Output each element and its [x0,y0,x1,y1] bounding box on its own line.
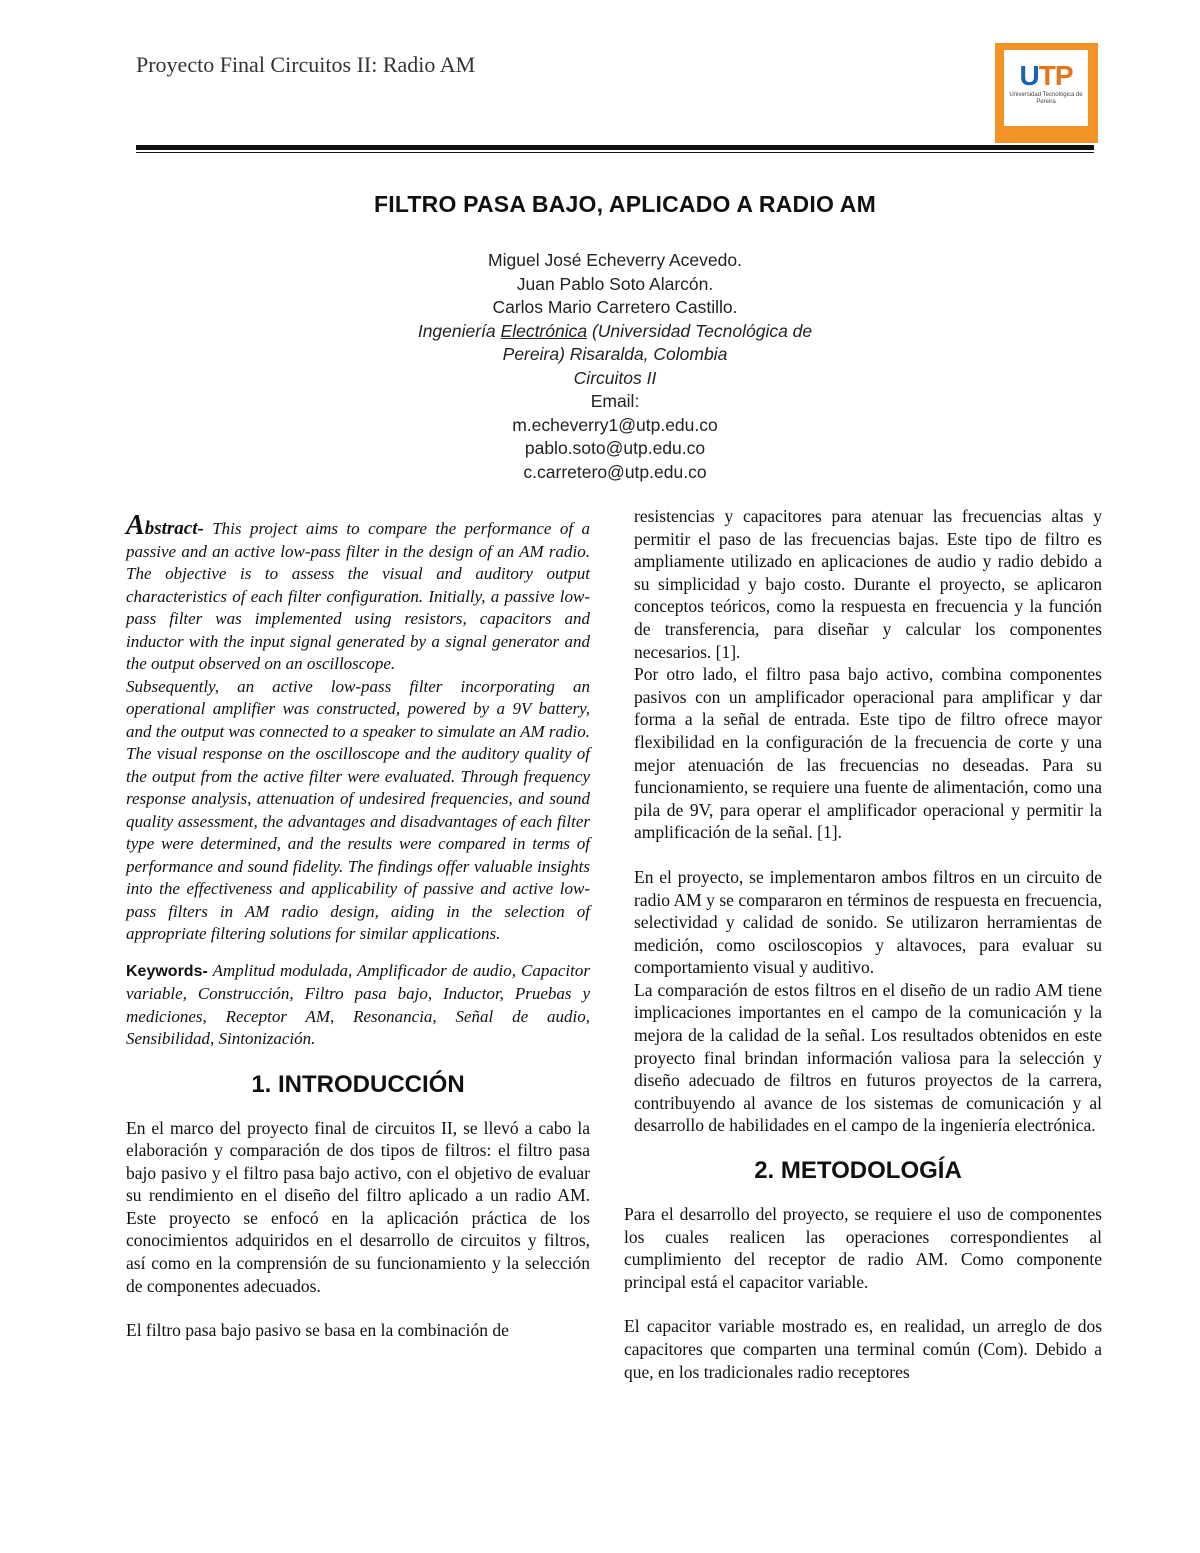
keywords-label: Keywords- [126,962,208,980]
logo-subtitle: Universidad Tecnológica de Pereira [1009,92,1083,105]
header-rule-thick [136,145,1094,150]
email-label: Email: [590,391,640,411]
author-name: Juan Pablo Soto Alarcón. [516,273,714,294]
affiliation-line: Ingeniería Electrónica (Universidad Tecnológica de [417,320,813,341]
logo-inner [1004,50,1088,126]
left-column [126,510,590,1342]
author-name: Miguel José Echeverry Acevedo. [488,250,742,270]
email-address: c.carretero@utp.edu.co [523,461,707,482]
body-paragraph: En el proyecto, se implementaron ambos filtros en un circuito de radio AM y se compararon en términos de respuesta en frecuencia, selectividad y calidad de sonido. Se utilizaron herramientas de medición, como osciloscopios y altavoces, para evaluar su comportamiento visual y auditivo. [634,866,1102,978]
keywords-list: Amplitud modulada, Amplificador de audio, Capacitor variable, Construcción, Filtro pasa bajo, Inductor, Pruebas y mediciones, Receptor AM, Resonancia, Señal de audio, Sensibilidad, Sintonización. [126,960,590,1048]
email-address: pablo.soto@utp.edu.co [524,438,706,458]
header-rule-thin [136,152,1094,153]
abstract-paragraph: Subsequently, an active low-pass filter incorporating an operational amplifier was constructed, powered by a 9V battery, and the output was connected to a speaker to simulate an AM radio. The visual response on the oscilloscope and the auditory quality of the output from the active filter were evaluated. Through frequency response analysis, attenuation of undesired frequencies, and sound quality assessment, the advantages and disadvantages of each filter type were determined, and the results were compared in terms of performance and sound fidelity. The findings offer valuable insights into the effectiveness and applicability of passive and active low-pass filters in AM radio design, aiding in the selection of appropriate filtering solutions for similar applications. [126,676,590,943]
author-name: Carlos Mario Carretero Castillo. [492,297,738,317]
author-block [0,249,1200,484]
abstract-label: bstract- [144,518,204,539]
paper-title: FILTRO PASA BAJO, APLICADO A RADIO AM [374,191,876,217]
body-paragraph: Para el desarrollo del proyecto, se requiere el uso de componentes los cuales realicen las operaciones correspondientes al cumplimiento del receptor de radio AM. Como componente principal está el capacitor variable. [624,1204,1102,1292]
body-paragraph: resistencias y capacitores para atenuar las frecuencias altas y permitir el paso de las frecuencias bajas. Este tipo de filtro es ampliamente utilizado en aplicaciones de audio y radio debido a su simplicidad y bajo costo. Durante el proyecto, se aplicaron conceptos teóricos, como la respuesta en frecuencia y la función de transferencia, para diseñar y calcular los componentes necesarios. [1]. [634,506,1102,662]
right-column [624,505,1102,1383]
abstract-lead-letter: A [126,510,145,541]
abstract-paragraph: Abstract- This project aims to compare the performance of a passive and an active low-pass filter in the design of an AM radio. The objective is to assess the visual and auditory output characteristics of each filter configuration. Initially, a passive low-pass filter was implemented using resistors, capacitors and inductor with the input signal generated by a signal generator and the output observed on an oscilloscope. [126,510,590,673]
body-paragraph: Por otro lado, el filtro pasa bajo activo, combina componentes pasivos con un amplificador operacional para amplificar y dar forma a la señal de entrada. Este tipo de filtro ofrece mayor flexibilidad en la configuración de la frecuencia de corte y una mejor atenuación de las frecuencias no deseadas. Para su funcionamiento, se requiere una fuente de alimentación, como una pila de 9V, para operar el amplificador operacional y permitir la amplificación de la señal. [1]. [634,664,1102,843]
body-paragraph: El capacitor variable mostrado es, en realidad, un arreglo de dos capacitores que comparten una terminal común (Com). Debido a que, en los tradicionales radio receptores [624,1316,1102,1382]
section-heading-methodology: 2. METODOLOGÍA [754,1157,962,1185]
abstract [126,510,590,946]
section-heading-introduction: 1. INTRODUCCIÓN [251,1070,465,1098]
body-paragraph: El filtro pasa bajo pasivo se basa en la combinación de [126,1320,509,1341]
running-header-title: Proyecto Final Circuitos II: Radio AM [136,52,476,77]
affiliation-line: Pereira) Risaralda, Colombia [502,344,728,364]
body-paragraph: La comparación de estos filtros en el diseño de un radio AM tiene implicaciones importantes en el campo de la comunicación y la mejora de la calidad de la señal. Los resultados obtenidos en este proyecto final brindan información valiosa para la selección y diseño adecuado de filtros en futuros proyectos de la carrera, contribuyendo al avance de los sistemas de comunicación y al desarrollo de habilidades en el campo de la ingeniería electrónica. [634,979,1102,1136]
email-address: m.echeverry1@utp.edu.co [512,414,718,435]
course-name: Circuitos II [573,367,657,388]
university-logo [995,43,1098,143]
body-paragraph: En el marco del proyecto final de circuitos II, se llevó a cabo la elaboración y comparación de dos tipos de filtros: el filtro pasa bajo pasivo y el filtro pasa bajo activo, con el objetivo de evaluar su rendimiento en el diseño del filtro aplicado a un radio AM. Este proyecto se enfocó en la aplicación práctica de los conocimientos adquiridos en el desarrollo de circuitos y filtros, así como en la comprensión de su funcionamiento y la selección de componentes adecuados. [126,1117,590,1296]
keywords [126,960,590,1051]
logo-wordmark: UTP [1019,60,1073,91]
